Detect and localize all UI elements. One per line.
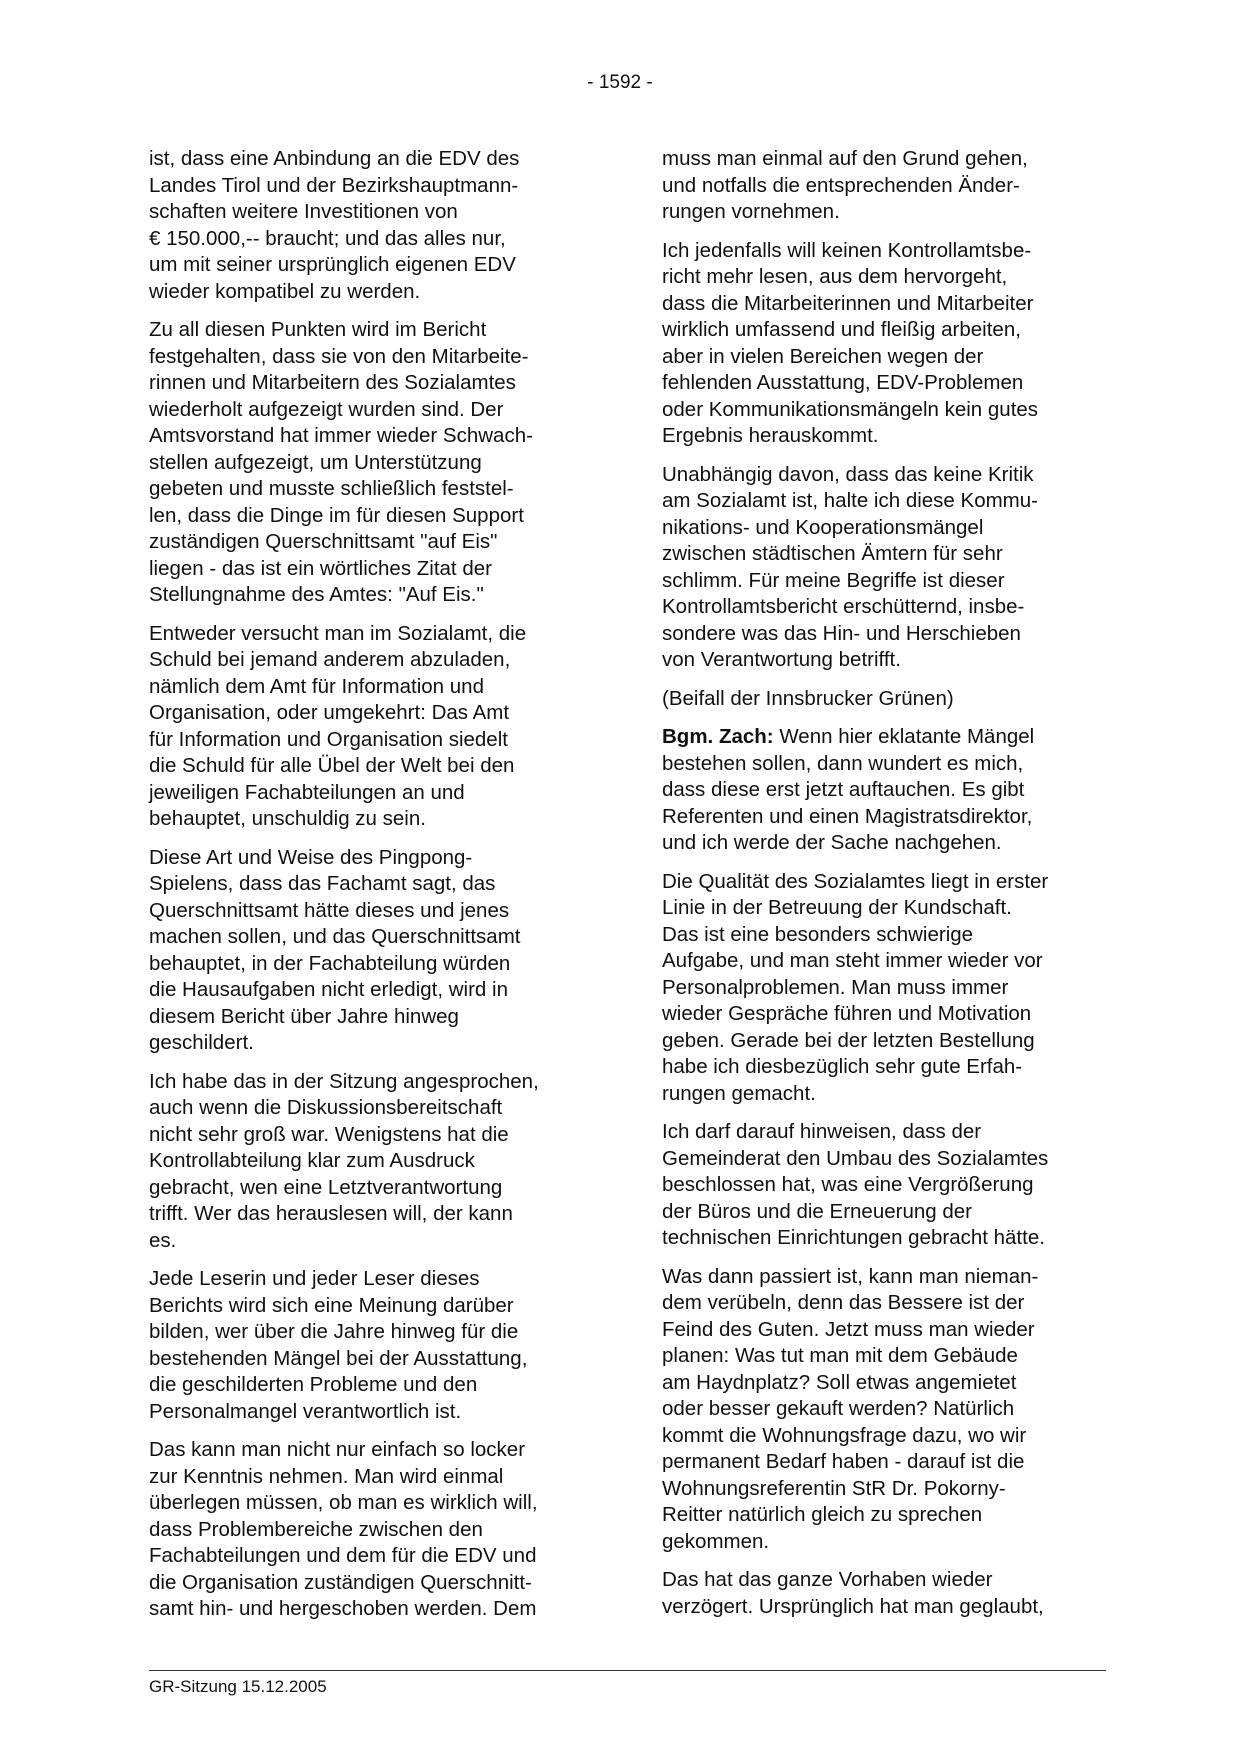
text-line: zuständigen Querschnittsamt "auf Eis" bbox=[149, 530, 498, 553]
text-line: am Haydnplatz? Soll etwas angemietet bbox=[662, 1370, 1017, 1394]
paragraph bbox=[149, 1437, 589, 1623]
text-line: Fachabteilungen und dem für die EDV und bbox=[149, 1544, 537, 1567]
text-line: len, dass die Dinge im für diesen Support bbox=[149, 503, 524, 527]
text-line: nicht sehr groß war. Wenigstens hat die bbox=[149, 1122, 509, 1146]
text-line: überlegen müssen, ob man es wirklich will, bbox=[149, 1491, 538, 1514]
text-line: bestehen sollen, dann wundert es mich, bbox=[662, 751, 1024, 775]
text-line: Kontrollamtsbericht erschütternd, insbe- bbox=[662, 595, 1025, 618]
right-column bbox=[662, 146, 1112, 1632]
paragraph bbox=[662, 1119, 1112, 1252]
text-line: schlimm. Für meine Begriffe ist dieser bbox=[662, 568, 1005, 592]
paragraph bbox=[662, 462, 1112, 674]
text-line: Ich jedenfalls will keinen Kontrollamtsbe- bbox=[662, 238, 1032, 262]
text-line: Querschnittsamt hätte dieses und jenes bbox=[149, 898, 510, 922]
text-line: Personalproblemen. Man muss immer bbox=[662, 975, 1009, 999]
text-line: Aufgabe, und man steht immer wieder vor bbox=[662, 949, 1043, 972]
text-line: schaften weitere Investitionen von bbox=[149, 200, 458, 223]
text-line: wieder kompatibel zu werden. bbox=[149, 279, 421, 303]
text-line: stellen aufgezeigt, um Unterstützung bbox=[149, 450, 482, 474]
text-line: Wohnungsreferentin StR Dr. Pokorny- bbox=[662, 1476, 1006, 1500]
text-line: Jede Leserin und jeder Leser dieses bbox=[149, 1267, 480, 1290]
text-line: trifft. Wer das herauslesen will, der kann bbox=[149, 1202, 513, 1225]
text-line: Spielens, dass das Fachamt sagt, das bbox=[149, 872, 496, 895]
text-line: machen sollen, und das Querschnittsamt bbox=[149, 925, 521, 948]
text-line: wieder Gespräche führen und Motivation bbox=[662, 1002, 1032, 1025]
text-line: planen: Was tut man mit dem Gebäude bbox=[662, 1344, 1018, 1367]
text-line: Unabhängig davon, dass das keine Kritik bbox=[662, 462, 1034, 486]
text-line: die Schuld für alle Übel der Welt bei den bbox=[149, 754, 515, 777]
paragraph bbox=[149, 317, 589, 609]
text-line: nämlich dem Amt für Information und bbox=[149, 674, 484, 698]
text-line: bilden, wer über die Jahre hinweg für die bbox=[149, 1320, 519, 1343]
text-line: Stellungnahme des Amtes: "Auf Eis." bbox=[149, 583, 484, 606]
paragraph bbox=[149, 845, 589, 1057]
text-line: nikations- und Kooperationsmängel bbox=[662, 515, 984, 539]
text-line: von Verantwortung betrifft. bbox=[662, 648, 901, 671]
text-line: muss man einmal auf den Grund gehen, bbox=[662, 147, 1028, 170]
text-line: auch wenn die Diskussionsbereitschaft bbox=[149, 1096, 503, 1119]
page-number: - 1592 - bbox=[587, 72, 653, 93]
text-line: Das kann man nicht nur einfach so locker bbox=[149, 1438, 526, 1461]
text-line: Amtsvorstand hat immer wieder Schwach- bbox=[149, 424, 533, 447]
text-line: wirklich umfassend und fleißig arbeiten, bbox=[662, 318, 1021, 341]
text-line: dass diese erst jetzt auftauchen. Es gibt bbox=[662, 778, 1025, 801]
text-line: geben. Gerade bei der letzten Bestellung bbox=[662, 1028, 1035, 1052]
paragraph bbox=[149, 1266, 589, 1425]
paragraph bbox=[149, 146, 589, 305]
text-line: rungen gemacht. bbox=[662, 1081, 816, 1105]
text-line: liegen - das ist ein wörtliches Zitat der bbox=[149, 556, 492, 580]
footer-divider bbox=[149, 1670, 1106, 1671]
paragraph bbox=[662, 686, 1112, 713]
text-line: Landes Tirol und der Bezirkshauptmann- bbox=[149, 173, 519, 197]
speaker-name: Bgm. Zach: bbox=[662, 725, 774, 748]
text-line: Kontrollabteilung klar zum Ausdruck bbox=[149, 1149, 475, 1172]
paragraph bbox=[662, 724, 1112, 857]
text-line: festgehalten, dass sie von den Mitarbeite- bbox=[149, 344, 529, 368]
text-line: geschildert. bbox=[149, 1031, 254, 1054]
text-line: Personalmangel verantwortlich ist. bbox=[149, 1399, 462, 1423]
text-line: gekommen. bbox=[662, 1529, 770, 1553]
text-line: Das hat das ganze Vorhaben wieder bbox=[662, 1568, 993, 1591]
text-line: habe ich diesbezüglich sehr gute Erfah- bbox=[662, 1055, 1023, 1078]
text-line: verzögert. Ursprünglich hat man geglaubt, bbox=[662, 1594, 1044, 1618]
text-line: gebeten und musste schließlich feststel- bbox=[149, 477, 514, 500]
text-line: und notfalls die entsprechenden Änder- bbox=[662, 173, 1020, 197]
text-line: Entweder versucht man im Sozialamt, die bbox=[149, 621, 527, 645]
text-line: Gemeinderat den Umbau des Sozialamtes bbox=[662, 1146, 1049, 1170]
text-line: rinnen und Mitarbeitern des Sozialamtes bbox=[149, 371, 516, 394]
text-line: die geschilderten Probleme und den bbox=[149, 1373, 478, 1396]
text-line: und ich werde der Sache nachgehen. bbox=[662, 831, 1002, 854]
left-column bbox=[149, 146, 589, 1635]
text-line: dem verübeln, denn das Bessere ist der bbox=[662, 1291, 1025, 1314]
text-line: Linie in der Betreuung der Kundschaft. bbox=[662, 896, 1012, 919]
text-line: Wenn hier eklatante Mängel bbox=[779, 725, 1035, 748]
text-line: dass die Mitarbeiterinnen und Mitarbeiter bbox=[662, 291, 1034, 315]
text-line: ist, dass eine Anbindung an die EDV des bbox=[149, 147, 520, 170]
text-line: Referenten und einen Magistratsdirektor, bbox=[662, 804, 1033, 828]
text-line: die Organisation zuständigen Querschnitt- bbox=[149, 1570, 532, 1594]
text-line: der Büros und die Erneuerung der bbox=[662, 1199, 972, 1223]
text-line: Ich darf darauf hinweisen, dass der bbox=[662, 1120, 982, 1143]
text-line: Ich habe das in der Sitzung angesprochen, bbox=[149, 1069, 539, 1093]
text-line: für Information und Organisation siedelt bbox=[149, 727, 508, 751]
text-line: oder besser gekauft werden? Natürlich bbox=[662, 1397, 1015, 1420]
text-line: Zu all diesen Punkten wird im Bericht bbox=[149, 318, 487, 341]
text-line: sondere was das Hin- und Herschieben bbox=[662, 621, 1021, 645]
text-line: wiederholt aufgezeigt wurden sind. Der bbox=[149, 397, 504, 421]
text-line: Diese Art und Weise des Pingpong- bbox=[149, 845, 473, 869]
text-line: jeweiligen Fachabteilungen an und bbox=[149, 780, 465, 804]
text-line: rungen vornehmen. bbox=[662, 200, 840, 223]
text-line: kommt die Wohnungsfrage dazu, wo wir bbox=[662, 1423, 1027, 1447]
text-line: (Beifall der Innsbrucker Grünen) bbox=[662, 686, 954, 710]
text-line: am Sozialamt ist, halte ich diese Kommu- bbox=[662, 489, 1038, 512]
text-line: gebracht, wen eine Letztverantwortung bbox=[149, 1175, 503, 1199]
text-line: Schuld bei jemand anderem abzuladen, bbox=[149, 648, 511, 671]
paragraph bbox=[149, 621, 589, 833]
footer-session-date: GR-Sitzung 15.12.2005 bbox=[149, 1677, 327, 1696]
text-line: oder Kommunikationsmängeln kein gutes bbox=[662, 397, 1039, 421]
text-line: richt mehr lesen, aus dem hervorgeht, bbox=[662, 265, 1008, 288]
text-line: bestehenden Mängel bei der Ausstattung, bbox=[149, 1346, 528, 1370]
text-line: Das ist eine besonders schwierige bbox=[662, 922, 974, 946]
text-line: um mit seiner ursprünglich eigenen EDV bbox=[149, 253, 516, 276]
paragraph bbox=[149, 1069, 589, 1255]
text-line: behauptet, in der Fachabteilung würden bbox=[149, 951, 511, 975]
text-line: dass Problembereiche zwischen den bbox=[149, 1517, 483, 1541]
text-line: beschlossen hat, was eine Vergrößerung bbox=[662, 1173, 1034, 1196]
text-line: permanent Bedarf haben - darauf ist die bbox=[662, 1450, 1025, 1473]
text-line: Ergebnis herauskommt. bbox=[662, 424, 879, 447]
text-line: Was dann passiert ist, kann man nieman- bbox=[662, 1264, 1039, 1288]
text-line: die Hausaufgaben nicht erledigt, wird in bbox=[149, 978, 508, 1001]
text-line: zwischen städtischen Ämtern für sehr bbox=[662, 542, 1003, 565]
text-line: Die Qualität des Sozialamtes liegt in erster bbox=[662, 869, 1049, 893]
paragraph bbox=[662, 869, 1112, 1108]
text-line: fehlenden Ausstattung, EDV-Problemen bbox=[662, 371, 1024, 394]
paragraph bbox=[662, 1264, 1112, 1556]
paragraph bbox=[662, 1567, 1112, 1620]
text-line: technischen Einrichtungen gebracht hätte. bbox=[662, 1226, 1045, 1249]
text-line: Reitter natürlich gleich zu sprechen bbox=[662, 1503, 983, 1526]
text-line: behauptet, unschuldig zu sein. bbox=[149, 807, 426, 830]
text-line: zur Kenntnis nehmen. Man wird einmal bbox=[149, 1464, 504, 1488]
text-line: Organisation, oder umgekehrt: Das Amt bbox=[149, 701, 510, 724]
text-line: Berichts wird sich eine Meinung darüber bbox=[149, 1293, 514, 1317]
text-line: Feind des Guten. Jetzt muss man wieder bbox=[662, 1317, 1035, 1341]
text-line: diesem Bericht über Jahre hinweg bbox=[149, 1004, 459, 1028]
text-line: € 150.000,-- braucht; und das alles nur, bbox=[149, 226, 506, 250]
paragraph bbox=[662, 146, 1112, 226]
text-line: es. bbox=[149, 1228, 177, 1252]
text-line: aber in vielen Bereichen wegen der bbox=[662, 344, 984, 368]
text-line: samt hin- und hergeschoben werden. Dem bbox=[149, 1597, 537, 1620]
paragraph bbox=[662, 238, 1112, 450]
